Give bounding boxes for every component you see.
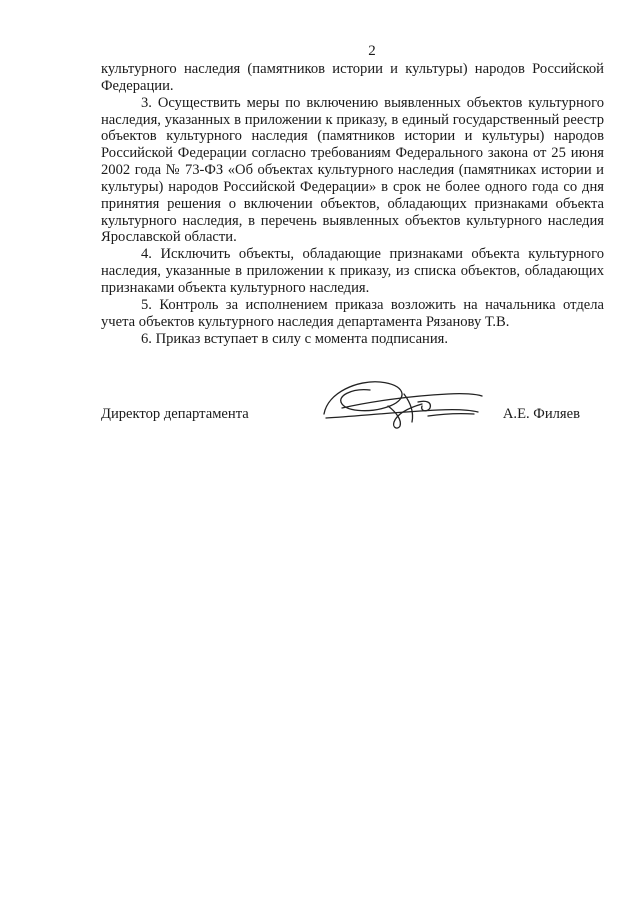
signature-block xyxy=(101,401,604,441)
paragraph-item-3: 3. Осуществить меры по включению выявленных объектов культурного наследия, указанных в приложении к приказу, в единый государственный реестр объектов культурного наследия (памятников истории и культуры) народов Российской Федерации согласно требованиям Федерального закона от 25 июня 2002 года № 73-ФЗ «Об объектах культурного наследия (памятниках истории и культуры) народов Российской Федерации» в срок не более одного года со дня принятия решения о включении объектов, обладающих признаками объекта культурного наследия, в перечень выявленных объектов культурного наследия Ярославской области. xyxy=(101,94,604,246)
document-body xyxy=(101,61,604,347)
paragraph-item-6: 6. Приказ вступает в силу с момента подписания. xyxy=(141,330,449,347)
paragraph-item-5: 5. Контроль за исполнением приказа возложить на начальника отдела учета объектов культурного наследия департамента Рязанову Т.В. xyxy=(101,296,604,330)
paragraph-continuation: культурного наследия (памятников истории и культуры) народов Российской Федерации. xyxy=(101,61,604,94)
page-number: 2 xyxy=(368,43,376,59)
signer-position: Директор департамента xyxy=(101,406,249,422)
signer-name: А.Е. Филяев xyxy=(502,406,580,422)
paragraph-item-4: 4. Исключить объекты, обладающие признаками объекта культурного наследия, указанные в приложении к приказу, из списка объектов, обладающих признаками объекта культурного наследия. xyxy=(101,246,604,296)
